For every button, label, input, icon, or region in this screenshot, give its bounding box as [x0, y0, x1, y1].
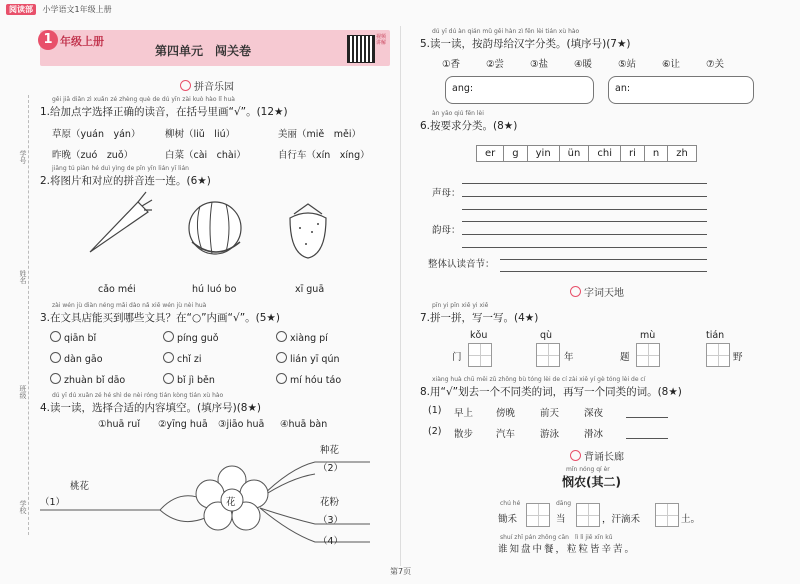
q3-option[interactable]: dàn gāo: [50, 352, 103, 365]
q4-option: ④huā bàn: [280, 419, 328, 430]
answer-line[interactable]: [462, 234, 707, 235]
peach-flower-label: 桃花: [70, 481, 90, 492]
q2-pictures: [80, 190, 370, 270]
grade-badge: 1: [38, 30, 58, 50]
answer-line[interactable]: [462, 247, 707, 248]
an-label: an:: [615, 83, 631, 94]
q8-word[interactable]: 游泳: [540, 429, 560, 440]
q1-prompt: 1.给加点字选择正确的读音，在括号里画“√”。(12★): [40, 106, 288, 118]
section-title: 拼音乐园: [194, 82, 234, 93]
q6-prompt: 6.按要求分类。(8★): [420, 120, 518, 132]
section-icon: [570, 450, 581, 461]
q3-option[interactable]: zhuàn bǐ dāo: [50, 373, 125, 386]
answer-line[interactable]: [626, 438, 668, 439]
section-words: [570, 284, 624, 299]
poem-text: ，汗滴禾: [602, 514, 641, 525]
answer-circle[interactable]: [50, 331, 61, 342]
q8-word[interactable]: 傍晚: [496, 408, 516, 419]
q8-num: (2): [428, 426, 442, 437]
section-icon: [570, 286, 581, 297]
answer-line[interactable]: [500, 271, 707, 272]
unit-title: 第四单元 闯关卷: [155, 44, 252, 58]
answer-circle[interactable]: [276, 352, 287, 363]
q5-char: ②尝: [486, 59, 505, 70]
pinyin-label[interactable]: hú luó bo: [192, 284, 237, 295]
writing-grid[interactable]: [536, 343, 560, 367]
student-id-label: 学号: [19, 150, 27, 164]
q6-syllable-row: [476, 141, 696, 162]
initials-label: 声母：: [432, 188, 461, 199]
q6-pinyin: àn yāo qiú fēn lèi: [432, 110, 484, 117]
q4-option: ②yīng huā: [158, 419, 208, 430]
q5-char: ⑦关: [706, 59, 725, 70]
syllable-cell: chi: [588, 145, 621, 162]
q7-char: 年: [564, 352, 574, 363]
school-label: 学校: [19, 500, 27, 514]
poem-text: 当: [556, 514, 566, 525]
answer-line[interactable]: [462, 221, 707, 222]
q2-prompt: 2.将图片和对应的拼音连一连。(6★): [40, 175, 211, 187]
q1-option[interactable]: 自行车（xín xíng）: [278, 150, 370, 161]
ang-label: ang:: [452, 83, 474, 94]
poem-text: 谁知盘中餐，粒粒皆辛苦。: [498, 544, 637, 555]
pinyin-label[interactable]: xī guā: [295, 284, 325, 295]
poem-pinyin: shuí zhī pán zhōng cān lì lì jiē xīn kǔ: [500, 534, 613, 541]
q8-word[interactable]: 深夜: [584, 408, 604, 419]
q5-pinyin: dú yī dú àn qián mǔ gěi hàn zì fēn lèi tián xù hào: [432, 28, 580, 35]
q1-option[interactable]: 草原（yuán yán）: [52, 129, 141, 140]
q8-word[interactable]: 汽车: [496, 429, 516, 440]
q3-prompt: 3.在文具店能买到哪些文具？在“○”内画“√”。(5★): [40, 312, 280, 324]
flower-center-label: 花: [226, 497, 236, 508]
qr-label: 视频讲解: [376, 34, 387, 46]
q7-prompt: 7.拼一拼，写一写。(4★): [420, 312, 539, 324]
poem-pinyin: chú hé: [500, 500, 521, 507]
poem-pinyin: dāng: [556, 500, 572, 507]
q1-option[interactable]: 美丽（miě měi）: [278, 129, 361, 140]
syllable-cell: zh: [667, 145, 697, 162]
syllable-cell: n: [644, 145, 668, 162]
answer-circle[interactable]: [276, 373, 287, 384]
syllable-cell: yin: [527, 145, 560, 162]
q5-char: ③盐: [530, 59, 549, 70]
q3-option[interactable]: qiān bǐ: [50, 331, 96, 344]
q8-num: (1): [428, 405, 442, 416]
page-number: 第7页: [390, 567, 412, 576]
q1-option[interactable]: 白菜（cài chài）: [165, 150, 246, 161]
q3-option[interactable]: chǐ zi: [163, 352, 202, 365]
grade-label: 年级上册: [60, 35, 104, 48]
q1-pinyin: gěi jiā diǎn zì xuǎn zé zhèng què de dú yīn zài kuò hào lǐ huà: [52, 96, 235, 103]
syllable-cell: ün: [559, 145, 590, 162]
q5-char: ⑥让: [662, 59, 681, 70]
answer-line[interactable]: [626, 417, 668, 418]
q7-char: 题: [620, 352, 630, 363]
brand-logo: 阅读部: [6, 4, 36, 15]
q8-word[interactable]: 滑冰: [584, 429, 604, 440]
q1-option[interactable]: 柳树（liǔ liú）: [165, 129, 236, 140]
q4-prompt: 4.读一读，选择合适的内容填空。(填序号)(8★): [40, 402, 261, 414]
answer-circle[interactable]: [163, 373, 174, 384]
q8-word[interactable]: 早上: [454, 408, 474, 419]
carrot-icon[interactable]: [90, 192, 152, 252]
strawberry-icon[interactable]: [290, 204, 326, 258]
q7-pinyin-2: qù: [540, 330, 553, 341]
writing-grid[interactable]: [636, 343, 660, 367]
q3-pinyin: zài wén jù diàn néng mǎi dào nǎ xiē wén jù nèi huà: [52, 302, 207, 309]
q4-option: ①huā ruǐ: [98, 419, 140, 430]
syllable-cell: g: [503, 145, 527, 162]
q7-pinyin-4: tián: [706, 330, 725, 341]
poem-title: 悯农(其二): [562, 475, 621, 489]
answer-line[interactable]: [462, 183, 707, 184]
book-title: 小学语文1年级上册: [42, 5, 112, 14]
q3-option[interactable]: mí hóu táo: [276, 373, 341, 386]
section-icon: [180, 80, 191, 91]
class-label: 班级: [19, 385, 27, 399]
q7-char: 野: [733, 352, 743, 363]
blank-1[interactable]: （1）: [40, 497, 66, 508]
answer-line[interactable]: [500, 259, 707, 260]
answer-circle[interactable]: [276, 331, 287, 342]
syllable-cell: ri: [620, 145, 645, 162]
right-label-2: 花粉: [320, 497, 340, 508]
q5-char: ①香: [442, 59, 461, 70]
writing-grid[interactable]: [526, 503, 550, 527]
q4-pinyin: dú yī dú xuǎn zé hé shì de nèi róng tián kòng tián xù hào: [52, 392, 224, 399]
q7-pinyin-3: mù: [640, 330, 656, 341]
poem-text: 锄禾: [498, 514, 518, 525]
blank-4[interactable]: （4）: [318, 536, 344, 547]
q8-prompt: 8.用“√”划去一个不同类的词，再写一个同类的词。(8★): [420, 386, 682, 398]
pinyin-label[interactable]: cǎo méi: [98, 284, 136, 295]
page-divider: [400, 26, 401, 566]
right-label-1: 种花: [320, 445, 340, 456]
writing-grid[interactable]: [576, 503, 600, 527]
q7-pinyin-1: kǒu: [470, 330, 488, 341]
header: [6, 4, 112, 15]
q1-option[interactable]: 昨晚（zuó zuǒ）: [52, 150, 134, 161]
q3-option[interactable]: xiàng pí: [276, 331, 328, 344]
blank-2[interactable]: （2）: [318, 463, 344, 474]
section-pinyin: [180, 78, 234, 93]
poem-title-pinyin: mǐn nóng qí èr: [566, 466, 610, 473]
section-title: 背诵长廊: [584, 452, 624, 463]
whole-syllable-label: 整体认读音节：: [428, 259, 495, 270]
q3-option[interactable]: lián yī qún: [276, 352, 340, 365]
answer-circle[interactable]: [50, 373, 61, 384]
answer-circle[interactable]: [163, 331, 174, 342]
writing-grid[interactable]: [468, 343, 492, 367]
answer-line[interactable]: [462, 209, 707, 210]
answer-circle[interactable]: [50, 352, 61, 363]
section-recite: [570, 448, 624, 463]
q4-option: ③jiāo huā: [218, 419, 265, 430]
ang-answer-box[interactable]: [445, 76, 594, 104]
q7-pinyin: pīn yi pīn xiě yi xiě: [432, 302, 489, 309]
student-name-label: 姓名: [19, 270, 27, 284]
syllable-cell: er: [476, 145, 504, 162]
watermelon-icon[interactable]: [189, 202, 241, 254]
section-title: 字词天地: [584, 288, 624, 299]
answer-circle[interactable]: [163, 352, 174, 363]
q8-pinyin: xiàng huà chū měi zǔ zhōng bù tóng lèi de cí zài xiě yí gè tóng lèi de cí: [432, 376, 646, 383]
q3-option[interactable]: píng guǒ: [163, 331, 219, 344]
student-info-strip: [8, 100, 38, 540]
q7-char: 门: [452, 352, 462, 363]
q3-option[interactable]: bǐ jì běn: [163, 373, 215, 386]
q5-prompt: 5.读一读，按韵母给汉字分类。(填序号)(7★): [420, 38, 631, 50]
an-answer-box[interactable]: [608, 76, 754, 104]
answer-line[interactable]: [462, 196, 707, 197]
writing-grid[interactable]: [706, 343, 730, 367]
qr-code-icon[interactable]: [348, 36, 374, 62]
finals-label: 韵母：: [432, 225, 461, 236]
q8-word[interactable]: 前天: [540, 408, 560, 419]
blank-3[interactable]: （3）: [318, 515, 344, 526]
q2-pinyin: jiāng tú piàn hé duì yìng de pīn yīn lián yī lián: [52, 165, 189, 172]
writing-grid[interactable]: [655, 503, 679, 527]
q5-char: ⑤站: [618, 59, 637, 70]
q5-char: ④暖: [574, 59, 593, 70]
q8-word[interactable]: 散步: [454, 429, 474, 440]
poem-text: 土。: [681, 514, 701, 525]
